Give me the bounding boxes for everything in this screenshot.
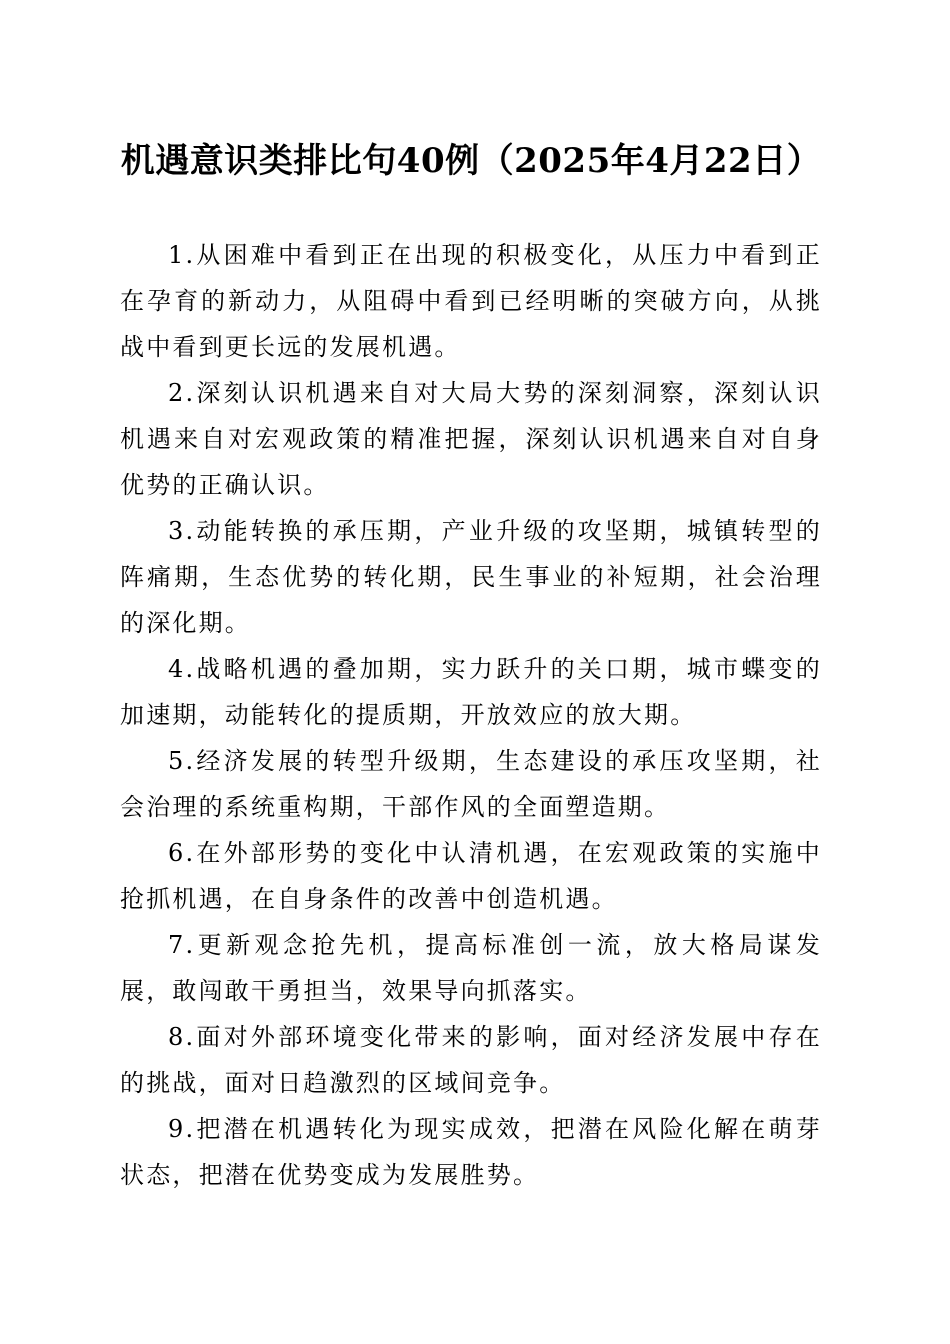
paragraph-9: 9.把潜在机遇转化为现实成效，把潜在风险化解在萌芽状态，把潜在优势变成为发展胜势。 [120,1115,822,1189]
paragraph-1: 1.从困难中看到正在出现的积极变化，从压力中看到正在孕育的新动力，从阻碍中看到已经明晰的突破方向，从挑战中看到更长远的发展机遇。 [120,241,822,361]
paragraph-5: 5.经济发展的转型升级期，生态建设的承压攻坚期，社会治理的系统重构期，干部作风的全面塑造期。 [120,747,822,821]
paragraph-4: 4.战略机遇的叠加期，实力跃升的关口期，城市蝶变的加速期，动能转化的提质期，开放效应的放大期。 [120,655,822,729]
paragraph-8: 8.面对外部环境变化带来的影响，面对经济发展中存在的挑战，面对日趋激烈的区域间竞争。 [120,1023,822,1097]
paragraph-7: 7.更新观念抢先机，提高标准创一流，放大格局谋发展，敢闯敢干勇担当，效果导向抓落实。 [120,931,822,1005]
paragraph-2: 2.深刻认识机遇来自对大局大势的深刻洞察，深刻认识机遇来自对宏观政策的精准把握，深刻认识机遇来自对自身优势的正确认识。 [120,379,822,499]
document-title: 机遇意识类排比句40例（2025年4月22日） [120,141,822,181]
paragraph-3: 3.动能转换的承压期，产业升级的攻坚期，城镇转型的阵痛期，生态优势的转化期，民生事业的补短期，社会治理的深化期。 [120,517,822,637]
paragraph-6: 6.在外部形势的变化中认清机遇，在宏观政策的实施中抢抓机遇，在自身条件的改善中创造机遇。 [120,839,822,913]
